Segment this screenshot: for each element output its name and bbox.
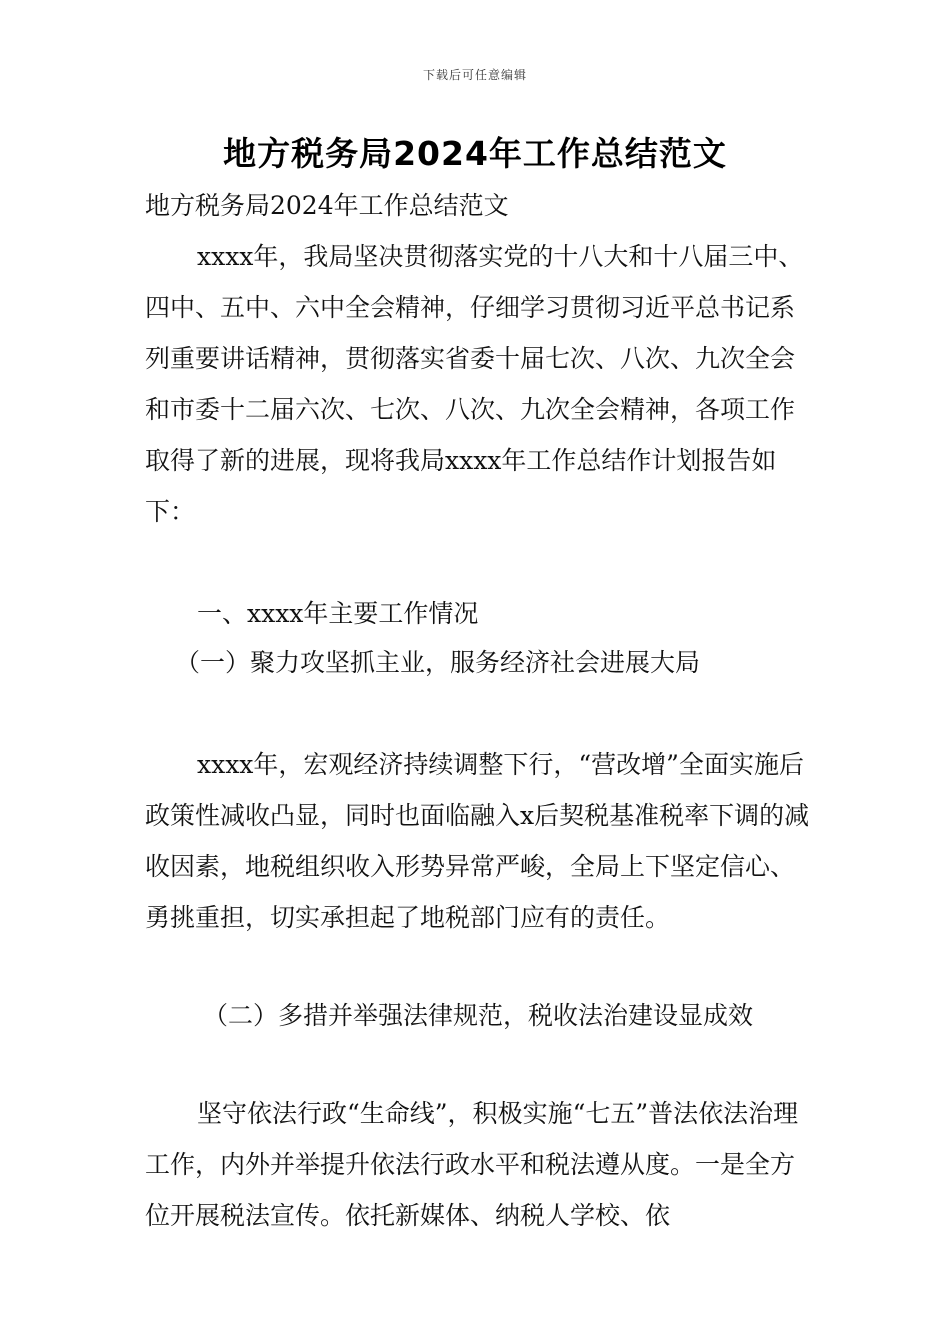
intro-paragraph: xxxx年，我局坚决贯彻落实党的十八大和十八届三中、四中、五中、六中全会精神，仔细学习贯彻习近平总书记系列重要讲话精神，贯彻落实省委十届七次、八次、九次全会和市委十二届六次、七次、八次、九次全会精神，各项工作取得了新的进展，现将我局xxxx年工作总结作计划报告如下： <box>145 242 804 526</box>
subsection-heading-2: （二）多措并举强法律规范，税收法治建设显成效 <box>203 1001 754 1030</box>
document-body <box>145 180 810 1241</box>
header-note: 下载后可任意编辑 <box>422 68 527 82</box>
section-heading-1: 一、xxxx年主要工作情况 <box>197 599 479 628</box>
subtitle-paragraph: 地方税务局2024年工作总结范文 <box>145 191 509 220</box>
subsection-heading-1: （一）聚力攻坚抓主业，服务经济社会进展大局 <box>175 648 701 677</box>
document-title: 地方税务局2024年工作总结范文 <box>223 134 727 173</box>
body-paragraph-2: 坚守依法行政“生命线”，积极实施“七五”普法依法治理工作，内外并举提升依法行政水平和税法遵从度。一是全方位开展税法宣传。依托新媒体、纳税人学校、依 <box>145 1099 799 1230</box>
body-paragraph-1: xxxx年，宏观经济持续调整下行，“营改增”全面实施后政策性减收凸显，同时也面临融入x后契税基准税率下调的减收因素，地税组织收入形势异常严峻，全局上下坚定信心、勇挑重担，切实承担起了地税部门应有的责任。 <box>145 750 810 932</box>
